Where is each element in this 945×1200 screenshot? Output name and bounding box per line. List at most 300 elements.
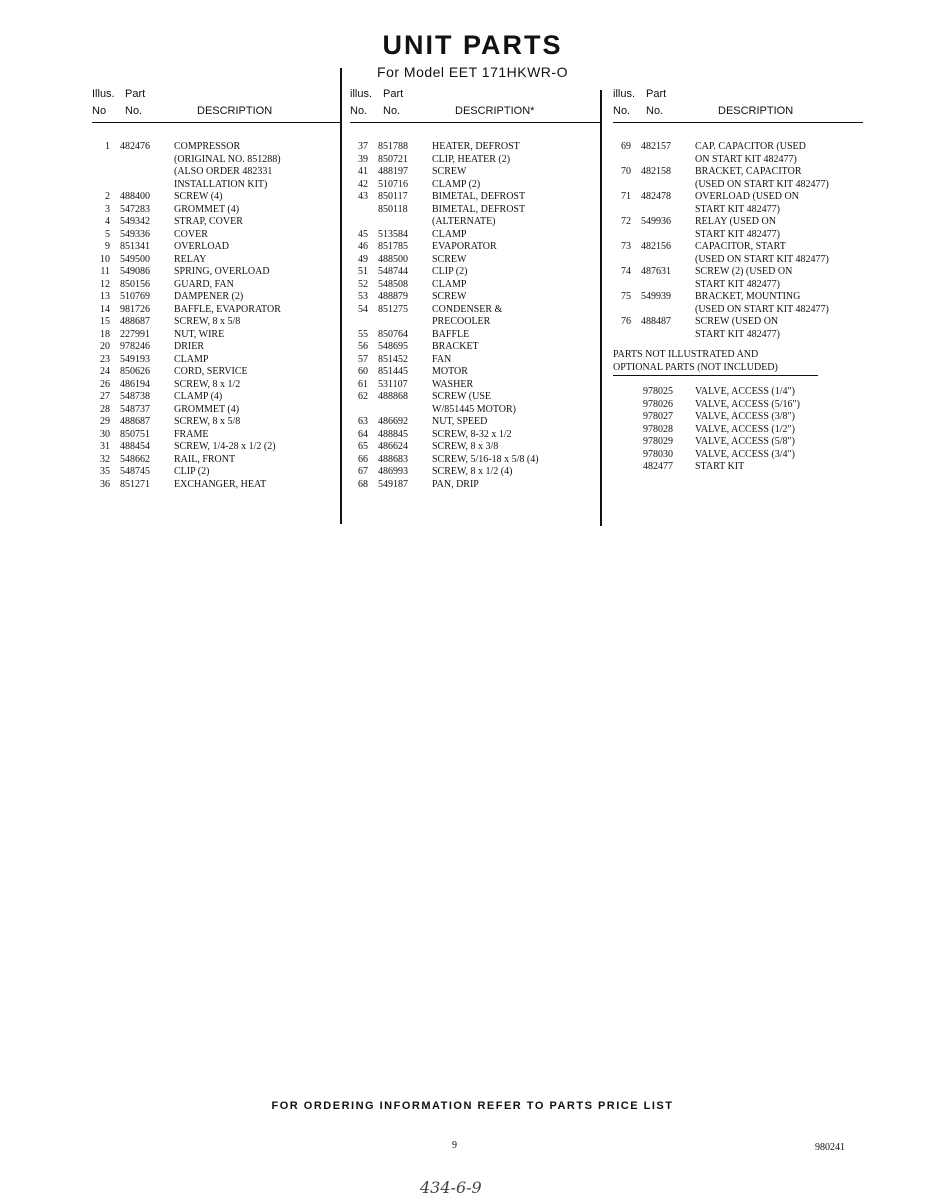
illus-number: 15 <box>100 316 110 327</box>
part-number: 548745 <box>120 466 150 477</box>
part-number: 850118 <box>378 203 408 215</box>
table-row <box>350 441 600 454</box>
part-description: W/851445 MOTOR) <box>432 403 516 415</box>
part-number: 850117 <box>378 191 408 202</box>
part-description: CLIP, HEATER (2) <box>432 153 511 165</box>
table-row <box>613 461 863 474</box>
part-number: 486194 <box>120 378 150 390</box>
part-description: SCREW, 8-32 x 1/2 <box>432 428 512 440</box>
part-number: 851275 <box>378 303 408 315</box>
table-row <box>613 291 863 304</box>
table-row <box>350 216 600 229</box>
table-row <box>92 154 342 167</box>
part-description: START KIT 482477) <box>695 228 780 240</box>
header-illus: Illus. <box>92 88 115 100</box>
part-description: OVERLOAD <box>174 241 229 252</box>
part-number: 482477 <box>643 461 673 472</box>
part-number: 549936 <box>641 216 671 227</box>
part-description: VALVE, ACCESS (3/8") <box>695 411 795 422</box>
table-row <box>350 291 600 304</box>
part-description: (ORIGINAL NO. 851288) <box>174 153 281 165</box>
part-description: VALVE, ACCESS (3/4") <box>695 448 795 460</box>
table-row <box>613 229 863 242</box>
illus-number: 52 <box>358 278 368 290</box>
optional-heading-line-2: OPTIONAL PARTS (NOT INCLUDED) <box>613 361 778 373</box>
illus-number: 13 <box>100 291 110 302</box>
table-row <box>613 436 863 449</box>
part-description: SCREW <box>432 166 467 177</box>
parts-list <box>92 141 342 491</box>
illus-number: 71 <box>621 191 631 202</box>
part-description: EVAPORATOR <box>432 241 497 252</box>
part-number: 978026 <box>643 398 673 410</box>
illus-number: 39 <box>358 153 368 165</box>
table-row <box>350 366 600 379</box>
illus-number: 66 <box>358 453 368 465</box>
part-number: 978027 <box>643 411 673 422</box>
illus-number: 12 <box>100 278 110 290</box>
column-header <box>350 86 600 123</box>
illus-number: 64 <box>358 428 368 440</box>
part-number: 549086 <box>120 266 150 277</box>
illus-number: 31 <box>100 441 110 452</box>
table-row <box>92 479 342 492</box>
part-description: BRACKET <box>432 341 479 352</box>
part-description: PAN, DRIP <box>432 478 479 490</box>
part-number: 978246 <box>120 341 150 352</box>
illus-number: 76 <box>621 316 631 327</box>
table-row <box>92 379 342 392</box>
table-row <box>92 216 342 229</box>
part-number: 850751 <box>120 428 150 440</box>
part-number: 548662 <box>120 453 150 465</box>
part-description: CLIP (2) <box>174 466 210 477</box>
part-number: 981726 <box>120 303 150 315</box>
part-description: START KIT <box>695 461 745 472</box>
part-description: COMPRESSOR <box>174 141 241 152</box>
table-row <box>350 354 600 367</box>
part-number: 488683 <box>378 453 408 465</box>
part-description: BIMETAL, DEFROST <box>432 191 526 202</box>
table-row <box>350 329 600 342</box>
optional-parts-list <box>613 386 863 474</box>
table-row <box>613 424 863 437</box>
illus-number: 20 <box>100 341 110 352</box>
part-description: SCREW (USE <box>432 391 491 402</box>
part-number: 510769 <box>120 291 150 302</box>
header-illus: illus. <box>350 88 373 100</box>
part-description: (ALSO ORDER 482331 <box>174 166 273 177</box>
table-row <box>613 304 863 317</box>
table-row <box>350 254 600 267</box>
part-description: SPRING, OVERLOAD <box>174 266 270 277</box>
illus-number: 69 <box>621 141 631 152</box>
ordering-footer: FOR ORDERING INFORMATION REFER TO PARTS PRICE LIST <box>271 1100 674 1112</box>
table-row <box>92 391 342 404</box>
illus-number: 45 <box>358 228 368 240</box>
illus-number: 37 <box>358 141 368 152</box>
part-number: 482478 <box>641 191 671 202</box>
part-description: NUT, SPEED <box>432 416 488 427</box>
part-description: GUARD, FAN <box>174 278 234 290</box>
illus-number: 49 <box>358 253 368 265</box>
table-row <box>92 329 342 342</box>
column-divider <box>340 68 342 524</box>
table-row <box>92 429 342 442</box>
part-description: SCREW, 8 x 5/8 <box>174 416 241 427</box>
table-row <box>350 379 600 392</box>
part-number: 486993 <box>378 466 408 477</box>
part-description: CLAMP (4) <box>174 391 223 402</box>
part-number: 486624 <box>378 441 408 452</box>
table-row <box>613 399 863 412</box>
part-number: 851341 <box>120 241 150 252</box>
header-description: DESCRIPTION <box>197 105 273 117</box>
table-row <box>613 179 863 192</box>
part-number: 548508 <box>378 278 408 290</box>
illus-number: 2 <box>105 191 110 202</box>
illus-number: 51 <box>358 266 368 277</box>
table-row <box>92 341 342 354</box>
illus-number: 46 <box>358 241 368 252</box>
part-number: 488454 <box>120 441 150 452</box>
part-description: COVER <box>174 228 208 240</box>
part-number: 548744 <box>378 266 408 277</box>
table-row <box>613 329 863 342</box>
part-number: 978028 <box>643 423 673 435</box>
illus-number: 36 <box>100 478 110 490</box>
part-description: VALVE, ACCESS (5/16") <box>695 398 800 410</box>
table-row <box>92 316 342 329</box>
header-illus: illus. <box>613 88 636 100</box>
illus-number: 24 <box>100 366 110 377</box>
header-part: Part <box>125 88 146 100</box>
table-row <box>350 191 600 204</box>
part-description: PRECOOLER <box>432 316 491 327</box>
illus-number: 53 <box>358 291 368 302</box>
table-row <box>350 204 600 217</box>
illus-number: 42 <box>358 178 368 190</box>
header-part-no: No. <box>383 105 401 117</box>
part-description: MOTOR <box>432 366 468 377</box>
table-row <box>350 304 600 317</box>
illus-number: 60 <box>358 366 368 377</box>
table-row <box>350 166 600 179</box>
part-description: START KIT 482477) <box>695 328 780 340</box>
table-row <box>92 204 342 217</box>
illus-number: 72 <box>621 216 631 227</box>
table-row <box>350 266 600 279</box>
part-description: NUT, WIRE <box>174 328 225 340</box>
part-number: 851788 <box>378 141 408 152</box>
part-number: 482156 <box>641 241 671 252</box>
part-description: SCREW <box>432 253 467 265</box>
table-row <box>350 279 600 292</box>
optional-divider <box>613 375 818 376</box>
illus-number: 65 <box>358 441 368 452</box>
part-description: CLAMP <box>432 228 467 240</box>
part-description: START KIT 482477) <box>695 203 780 215</box>
illus-number: 55 <box>358 328 368 340</box>
table-row <box>613 279 863 292</box>
table-row <box>350 141 600 154</box>
header-part-no: No. <box>125 105 143 117</box>
part-description: RELAY <box>174 253 207 265</box>
illus-number: 70 <box>621 166 631 177</box>
part-description: VALVE, ACCESS (1/4") <box>695 386 795 397</box>
illus-number: 63 <box>358 416 368 427</box>
part-description: GROMMET (4) <box>174 203 240 215</box>
table-row <box>613 241 863 254</box>
illus-number: 10 <box>100 253 110 265</box>
model-subtitle: For Model EET 171HKWR-O <box>377 64 568 80</box>
illus-number: 75 <box>621 291 631 302</box>
table-row <box>613 316 863 329</box>
part-description: CLAMP <box>432 278 467 290</box>
part-number: 547283 <box>120 203 150 215</box>
part-description: BRACKET, CAPACITOR <box>695 166 802 177</box>
part-description: SCREW, 8 x 1/2 <box>174 378 241 390</box>
illus-number: 61 <box>358 378 368 390</box>
part-number: 549342 <box>120 216 150 227</box>
illus-number: 27 <box>100 391 110 402</box>
illus-number: 67 <box>358 466 368 477</box>
part-description: GROMMET (4) <box>174 403 240 415</box>
header-illus-no: No. <box>613 105 631 117</box>
part-description: BAFFLE, EVAPORATOR <box>174 303 281 315</box>
table-row <box>613 154 863 167</box>
part-description: SCREW <box>432 291 467 302</box>
illus-number: 29 <box>100 416 110 427</box>
part-number: 549939 <box>641 291 671 302</box>
part-number: 549193 <box>120 353 150 365</box>
table-row <box>92 241 342 254</box>
illus-number: 32 <box>100 453 110 465</box>
part-number: 531107 <box>378 378 408 390</box>
optional-heading-line-1: PARTS NOT ILLUSTRATED AND <box>613 349 759 360</box>
part-number: 850156 <box>120 278 150 290</box>
column-header <box>92 86 342 123</box>
table-row <box>92 416 342 429</box>
illus-number: 73 <box>621 241 631 252</box>
handwritten-note: 434-6-9 <box>420 1178 482 1197</box>
part-number: 851271 <box>120 478 150 490</box>
part-number: 510716 <box>378 178 408 190</box>
part-number: 978029 <box>643 436 673 447</box>
illus-number: 41 <box>358 166 368 177</box>
part-number: 548737 <box>120 403 150 415</box>
table-row <box>350 316 600 329</box>
part-description: SCREW (USED ON <box>695 316 779 327</box>
part-description: SCREW (2) (USED ON <box>695 266 793 277</box>
part-description: STRAP, COVER <box>174 216 243 227</box>
table-row <box>613 254 863 267</box>
parts-column-3 <box>613 86 863 474</box>
illus-number: 28 <box>100 403 110 415</box>
table-row <box>350 241 600 254</box>
part-number: 978030 <box>643 448 673 460</box>
header-part: Part <box>383 88 404 100</box>
part-description: SCREW, 8 x 5/8 <box>174 316 241 327</box>
illus-number: 35 <box>100 466 110 477</box>
part-description: (USED ON START KIT 482477) <box>695 178 829 190</box>
table-row <box>92 304 342 317</box>
table-row <box>613 411 863 424</box>
table-row <box>92 441 342 454</box>
part-description: SCREW (4) <box>174 191 223 202</box>
table-row <box>613 266 863 279</box>
parts-column-1 <box>92 86 342 491</box>
header-illus-no: No <box>92 105 107 117</box>
header-illus-no: No. <box>350 105 368 117</box>
part-number: 488845 <box>378 428 408 440</box>
part-description: EXCHANGER, HEAT <box>174 478 267 490</box>
illus-number: 9 <box>105 241 110 252</box>
part-description: BIMETAL, DEFROST <box>432 203 526 215</box>
illus-number: 57 <box>358 353 368 365</box>
table-row <box>350 154 600 167</box>
table-row <box>92 466 342 479</box>
part-description: (USED ON START KIT 482477) <box>695 303 829 315</box>
part-description: SCREW, 8 x 3/8 <box>432 441 499 452</box>
part-number: 851452 <box>378 353 408 365</box>
part-number: 549187 <box>378 478 408 490</box>
part-description: WASHER <box>432 378 474 390</box>
part-number: 488400 <box>120 191 150 202</box>
table-row <box>350 479 600 492</box>
table-row <box>613 141 863 154</box>
part-number: 548738 <box>120 391 150 402</box>
table-row <box>92 404 342 417</box>
illus-number: 56 <box>358 341 368 352</box>
table-row <box>92 254 342 267</box>
table-row <box>613 449 863 462</box>
part-number: 482158 <box>641 166 671 177</box>
table-row <box>350 404 600 417</box>
column-divider <box>600 90 602 526</box>
part-description: VALVE, ACCESS (5/8") <box>695 436 795 447</box>
part-number: 488687 <box>120 416 150 427</box>
header-part-no: No. <box>646 105 664 117</box>
part-number: 851785 <box>378 241 408 252</box>
table-row <box>92 266 342 279</box>
header-part: Part <box>646 88 667 100</box>
part-description: HEATER, DEFROST <box>432 141 520 152</box>
table-row <box>92 141 342 154</box>
part-number: 487631 <box>641 266 671 277</box>
part-description: VALVE, ACCESS (1/2") <box>695 423 795 435</box>
part-number: 513584 <box>378 228 408 240</box>
part-description: (USED ON START KIT 482477) <box>695 253 829 265</box>
document-number: 980241 <box>815 1142 845 1153</box>
part-description: RELAY (USED ON <box>695 216 776 227</box>
column-header <box>613 86 863 123</box>
table-row <box>613 191 863 204</box>
part-description: RAIL, FRONT <box>174 453 236 465</box>
table-row <box>350 179 600 192</box>
table-row <box>92 179 342 192</box>
part-number: 482157 <box>641 141 671 152</box>
illus-number: 4 <box>105 216 110 227</box>
part-number: 488879 <box>378 291 408 302</box>
table-row <box>350 341 600 354</box>
part-number: 850764 <box>378 328 408 340</box>
illus-number: 11 <box>100 266 110 277</box>
part-description: DAMPENER (2) <box>174 291 244 302</box>
part-number: 548695 <box>378 341 408 352</box>
part-number: 488487 <box>641 316 671 327</box>
part-number: 227991 <box>120 328 150 340</box>
table-row <box>92 366 342 379</box>
header-description: DESCRIPTION* <box>455 105 535 117</box>
part-number: 850626 <box>120 366 150 377</box>
part-number: 486692 <box>378 416 408 427</box>
part-number: 851445 <box>378 366 408 377</box>
table-row <box>613 204 863 217</box>
table-row <box>92 279 342 292</box>
part-number: 488500 <box>378 253 408 265</box>
illus-number: 54 <box>358 303 368 315</box>
part-description: SCREW, 1/4-28 x 1/2 (2) <box>174 441 276 452</box>
part-number: 482476 <box>120 141 150 152</box>
part-description: CLAMP <box>174 353 209 365</box>
part-number: 978025 <box>643 386 673 397</box>
table-row <box>92 166 342 179</box>
parts-column-2 <box>350 86 600 491</box>
illus-number: 74 <box>621 266 631 277</box>
table-row <box>92 454 342 467</box>
parts-list <box>350 141 600 491</box>
part-description: BAFFLE <box>432 328 470 340</box>
page-title: UNIT PARTS <box>382 30 563 60</box>
illus-number: 5 <box>105 228 110 240</box>
table-row <box>613 386 863 399</box>
table-row <box>92 229 342 242</box>
illus-number: 3 <box>105 203 110 215</box>
part-description: CLIP (2) <box>432 266 468 277</box>
illus-number: 14 <box>100 303 110 315</box>
part-description: OVERLOAD (USED ON <box>695 191 799 202</box>
illus-number: 18 <box>100 328 110 340</box>
table-row <box>613 216 863 229</box>
part-description: (ALTERNATE) <box>432 216 496 227</box>
table-row <box>92 354 342 367</box>
part-description: ON START KIT 482477) <box>695 153 797 165</box>
part-description: SCREW, 8 x 1/2 (4) <box>432 466 513 477</box>
part-description: DRIER <box>174 341 204 352</box>
table-row <box>613 166 863 179</box>
part-number: 488868 <box>378 391 408 402</box>
table-row <box>350 391 600 404</box>
illus-number: 23 <box>100 353 110 365</box>
part-description: CORD, SERVICE <box>174 366 248 377</box>
illus-number: 68 <box>358 478 368 490</box>
part-number: 850721 <box>378 153 408 165</box>
table-row <box>350 466 600 479</box>
part-description: CLAMP (2) <box>432 178 481 190</box>
part-description: SCREW, 5/16-18 x 5/8 (4) <box>432 453 539 465</box>
table-row <box>350 429 600 442</box>
part-number: 549500 <box>120 253 150 265</box>
table-row <box>350 229 600 242</box>
table-row <box>92 191 342 204</box>
part-description: BRACKET, MOUNTING <box>695 291 801 302</box>
page-number: 9 <box>452 1140 457 1151</box>
part-number: 488687 <box>120 316 150 327</box>
part-description: FAN <box>432 353 452 365</box>
part-description: START KIT 482477) <box>695 278 780 290</box>
parts-list <box>613 141 863 341</box>
